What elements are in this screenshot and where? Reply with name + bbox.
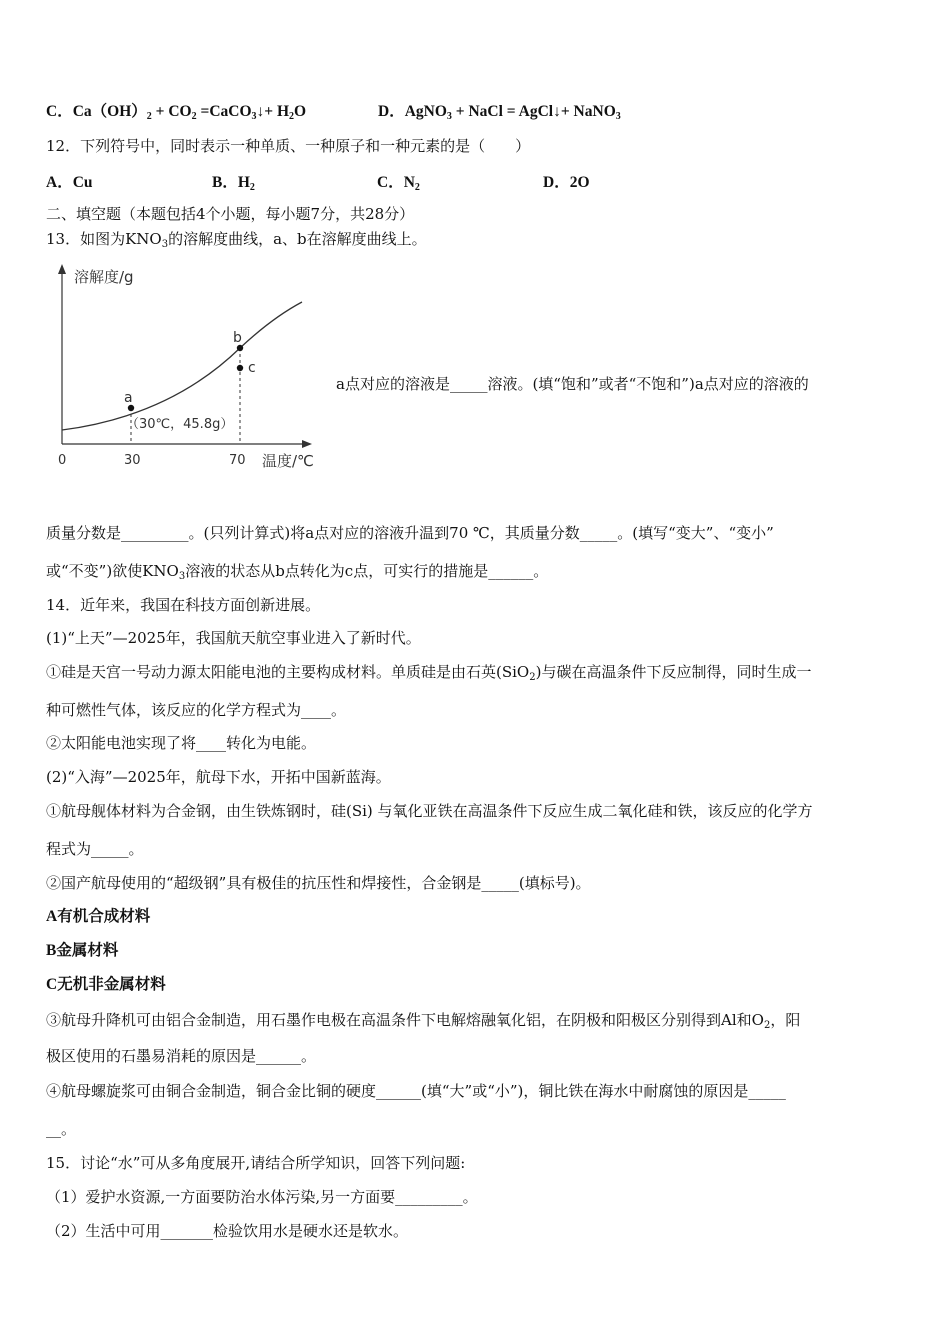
q14-option-b[interactable]: B金属材料 bbox=[46, 942, 119, 959]
q14-stem: 14．近年来，我国在科技方面创新进展。 bbox=[46, 596, 321, 614]
q12-option-d[interactable]: D．2O bbox=[543, 174, 590, 191]
q14-option-a[interactable]: A有机合成材料 bbox=[46, 908, 151, 925]
q14-part2-a-cont: 程式为_____。 bbox=[46, 840, 144, 858]
x-tick-30: 30 bbox=[124, 453, 141, 468]
x-tick-70: 70 bbox=[229, 453, 246, 468]
q14-part1-a: ①硅是天宫一号动力源太阳能电池的主要构成材料。单质硅是由石英(SiO$_2$)与碳在高温条件下反应制得，同时生成一 bbox=[46, 663, 812, 683]
q11-options-row bbox=[46, 102, 306, 127]
solubility-curve bbox=[62, 302, 302, 430]
q13-line1: a点对应的溶液是_____溶液。(填“饱和”或者“不饱和”)a点对应的溶液的 bbox=[336, 375, 809, 393]
q15-sub1: （1）爱护水资源,一方面要防治水体污染,另一方面要_________。 bbox=[46, 1188, 478, 1206]
q14-part2-c-cont: 极区使用的石墨易消耗的原因是______。 bbox=[46, 1047, 317, 1065]
solubility-chart bbox=[40, 258, 330, 478]
q14-part2-d: ④航母螺旋浆可由铜合金制造，铜合金比铜的硬度______(填“大”或“小”)，铜比铁在海水中耐腐蚀的原因是_____ bbox=[46, 1082, 786, 1100]
q13-line2: 质量分数是_________。(只列计算式)将a点对应的溶液升温到70 ℃，其质量分数_____。(填写“变大”、“变小” bbox=[46, 524, 774, 542]
q12-stem: 12．下列符号中，同时表示一种单质、一种原子和一种元素的是（ ） bbox=[46, 137, 531, 155]
point-c bbox=[237, 365, 243, 371]
x-axis-arrow bbox=[302, 440, 312, 448]
q15-stem: 15．讨论“水”可从多角度展开,请结合所学知识，回答下列问题: bbox=[46, 1154, 466, 1172]
q13-line3: 或“不变”)欲使$KNO_3$溶液的状态从b点转化为c点，可实行的措施是______。 bbox=[46, 562, 549, 582]
point-b-label: b bbox=[233, 330, 242, 346]
q13-stem: 13．如图为$KNO_3$的溶解度曲线，a、b在溶解度曲线上。 bbox=[46, 230, 427, 250]
y-axis-arrow bbox=[58, 264, 66, 274]
q14-part1: (1)“上天”—2025年，我国航天航空事业进入了新时代。 bbox=[46, 629, 421, 647]
q14-part1-b: ②太阳能电池实现了将____转化为电能。 bbox=[46, 734, 317, 752]
q12-option-a[interactable]: A．Cu bbox=[46, 174, 93, 191]
q14-part2-d-cont: __。 bbox=[46, 1120, 77, 1138]
q14-part1-a-cont: 种可燃性气体，该反应的化学方程式为____。 bbox=[46, 701, 347, 719]
q14-option-c[interactable]: C无机非金属材料 bbox=[46, 976, 166, 993]
section-heading: 二、填空题（本题包括4个小题，每小题7分，共28分） bbox=[46, 205, 415, 223]
q12-option-c[interactable]: C．$N_2$ bbox=[377, 174, 420, 193]
point-a-label: a bbox=[124, 390, 133, 406]
q14-part2: (2)“入海”—2025年，航母下水，开拓中国新蓝海。 bbox=[46, 768, 391, 786]
q14-part2-a: ①航母舰体材料为合金钢，由生铁炼钢时，硅(Si) 与氧化亚铁在高温条件下反应生成二氧化硅和铁，该反应的化学方 bbox=[46, 802, 813, 820]
x-axis-label: 温度/℃ bbox=[262, 452, 314, 470]
x-tick-0: 0 bbox=[58, 453, 67, 468]
y-axis-label: 溶解度/g bbox=[74, 268, 134, 286]
q12-option-b[interactable]: B．$H_2$ bbox=[212, 174, 255, 193]
point-a-annotation: （30℃，45.8g） bbox=[126, 417, 234, 432]
q11-option-d[interactable]: D．AgNO$_3$ + NaCl = AgCl↓+ NaNO$_3$ bbox=[378, 103, 621, 122]
q15-sub2: （2）生活中可用_______检验饮用水是硬水还是软水。 bbox=[46, 1222, 409, 1240]
point-c-label: c bbox=[248, 360, 256, 376]
q14-part2-b: ②国产航母使用的“超级钢”具有极佳的抗压性和焊接性，合金钢是_____(填标号)。 bbox=[46, 874, 591, 892]
q11-option-c[interactable]: C．$Ca(OH)_2 + CO_2$ =CaCO$_3$↓+ $H_2O$ bbox=[46, 103, 307, 122]
q14-part2-c: ③航母升降机可由铝合金制造，用石墨作电极在高温条件下电解熔融氧化铝，在阴极和阳极区分别得到Al和$O_2$，阳 bbox=[46, 1011, 801, 1031]
